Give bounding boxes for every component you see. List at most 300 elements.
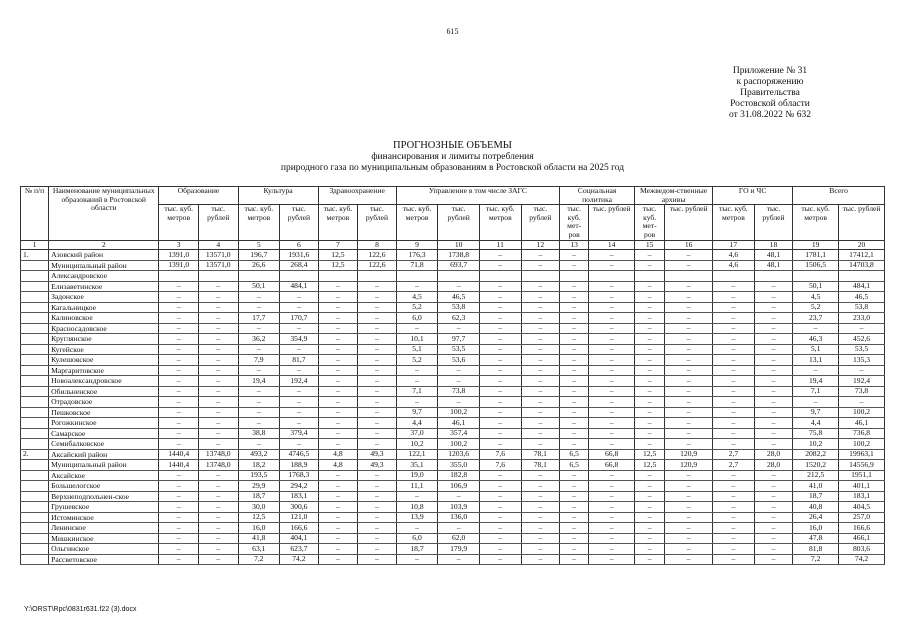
row-value: –: [665, 260, 713, 271]
row-number: [21, 502, 49, 513]
row-value: 166,6: [839, 523, 885, 534]
header-group: Культура: [238, 187, 318, 205]
row-value: –: [521, 533, 560, 544]
row-value: –: [560, 281, 589, 292]
row-value: [318, 271, 358, 282]
row-value: –: [198, 502, 238, 513]
row-value: 2082,2: [793, 449, 839, 460]
row-value: –: [665, 544, 713, 555]
row-value: –: [560, 470, 589, 481]
annex-line: к распоряжению: [736, 77, 804, 87]
row-value: –: [665, 397, 713, 408]
row-value: 693,7: [438, 260, 480, 271]
annex-line: Правительства: [740, 88, 800, 98]
row-value: –: [589, 365, 635, 376]
row-value: 5,2: [396, 355, 438, 366]
row-value: 736,8: [839, 428, 885, 439]
row-value: –: [754, 470, 793, 481]
row-value: 1203,6: [438, 449, 480, 460]
row-value: 5,2: [396, 302, 438, 313]
subheader-cell: тыс. рублей: [589, 205, 635, 240]
row-value: 1391,0: [159, 260, 199, 271]
column-number-row: [21, 240, 885, 250]
row-value: 46,1: [839, 418, 885, 429]
row-value: –: [318, 302, 358, 313]
row-value: –: [198, 355, 238, 366]
row-value: 7,9: [238, 355, 280, 366]
row-value: 46,5: [839, 292, 885, 303]
row-number: [21, 439, 49, 450]
row-value: 10,8: [396, 502, 438, 513]
row-value: 466,1: [839, 533, 885, 544]
row-value: 452,6: [839, 334, 885, 345]
row-value: 28,0: [754, 449, 793, 460]
row-value: –: [713, 397, 755, 408]
row-value: –: [198, 313, 238, 324]
row-number: [21, 355, 49, 366]
row-value: [238, 271, 280, 282]
row-value: –: [479, 260, 521, 271]
row-value: –: [560, 323, 589, 334]
row-value: 19963,1: [839, 449, 885, 460]
row-value: –: [358, 334, 397, 345]
row-value: –: [589, 260, 635, 271]
row-value: –: [754, 302, 793, 313]
row-number: [21, 554, 49, 565]
row-value: –: [635, 533, 665, 544]
row-value: –: [560, 512, 589, 523]
row-value: –: [159, 397, 199, 408]
row-value: –: [589, 481, 635, 492]
table-row: [21, 523, 885, 534]
row-number: [21, 386, 49, 397]
header-num: № п/п: [21, 187, 49, 241]
row-value: –: [438, 523, 480, 534]
column-number: 7: [318, 240, 358, 250]
row-value: 16,0: [238, 523, 280, 534]
row-value: –: [198, 365, 238, 376]
table-row: [21, 397, 885, 408]
column-number: 11: [479, 240, 521, 250]
row-value: 49,3: [358, 449, 397, 460]
row-value: [665, 271, 713, 282]
row-value: –: [280, 418, 319, 429]
row-value: –: [754, 491, 793, 502]
row-value: –: [560, 428, 589, 439]
table-row: [21, 323, 885, 334]
row-value: –: [665, 376, 713, 387]
row-value: 53,8: [438, 302, 480, 313]
subheader-cell: тыс. рублей: [358, 205, 397, 240]
row-value: –: [713, 407, 755, 418]
header-row: [21, 187, 885, 205]
row-value: –: [560, 250, 589, 261]
table-row: [21, 376, 885, 387]
title-line: природного газа по муниципальным образованиям в Ростовской области на 2025 год: [280, 163, 625, 173]
row-value: –: [635, 554, 665, 565]
row-value: [793, 271, 839, 282]
row-value: 1768,3: [280, 470, 319, 481]
row-value: –: [665, 323, 713, 334]
table-row: [21, 470, 885, 481]
row-value: –: [479, 344, 521, 355]
row-name: Мишкинское: [49, 533, 159, 544]
row-value: 1440,4: [159, 449, 199, 460]
row-value: –: [159, 512, 199, 523]
row-value: –: [318, 313, 358, 324]
row-value: –: [589, 418, 635, 429]
row-value: –: [159, 281, 199, 292]
row-value: –: [198, 334, 238, 345]
row-value: 120,9: [665, 449, 713, 460]
row-value: 47,8: [793, 533, 839, 544]
row-value: –: [318, 554, 358, 565]
row-name: Елизаветинское: [49, 281, 159, 292]
row-value: –: [635, 523, 665, 534]
row-value: –: [479, 512, 521, 523]
row-value: –: [665, 491, 713, 502]
row-value: 18,7: [396, 544, 438, 555]
row-value: –: [280, 365, 319, 376]
row-value: –: [358, 428, 397, 439]
row-value: –: [479, 281, 521, 292]
row-number: [21, 523, 49, 534]
row-value: –: [665, 470, 713, 481]
header-group: Образование: [159, 187, 238, 205]
row-value: –: [521, 323, 560, 334]
row-value: 4,5: [793, 292, 839, 303]
row-value: –: [396, 554, 438, 565]
table-row: [21, 439, 885, 450]
row-value: 100,2: [438, 439, 480, 450]
row-value: 170,7: [280, 313, 319, 324]
row-number: [21, 428, 49, 439]
row-value: –: [713, 502, 755, 513]
row-value: –: [280, 386, 319, 397]
row-value: –: [560, 313, 589, 324]
row-value: –: [438, 491, 480, 502]
row-value: –: [521, 344, 560, 355]
subheader-cell: тыс. куб. метров: [318, 205, 358, 240]
row-value: –: [280, 302, 319, 313]
row-value: –: [713, 439, 755, 450]
row-number: [21, 313, 49, 324]
row-value: 37,0: [396, 428, 438, 439]
row-value: –: [318, 428, 358, 439]
row-value: –: [358, 355, 397, 366]
row-value: 10,1: [396, 334, 438, 345]
forecast-table: [20, 186, 885, 565]
row-value: 5,1: [396, 344, 438, 355]
row-value: –: [238, 407, 280, 418]
table-row: [21, 250, 885, 261]
row-value: 14703,8: [839, 260, 885, 271]
row-value: 10,2: [396, 439, 438, 450]
row-value: –: [198, 376, 238, 387]
row-value: –: [318, 397, 358, 408]
column-number: 8: [358, 240, 397, 250]
row-value: 81,7: [280, 355, 319, 366]
row-number: [21, 397, 49, 408]
annex-line: Приложение № 31: [732, 66, 808, 76]
row-number: [21, 344, 49, 355]
row-value: –: [635, 313, 665, 324]
row-name: Красносадовское: [49, 323, 159, 334]
row-value: 1440,4: [159, 460, 199, 471]
row-number: [21, 491, 49, 502]
row-value: 5,2: [793, 302, 839, 313]
row-value: [396, 271, 438, 282]
annex-block: [680, 66, 860, 121]
row-value: –: [159, 355, 199, 366]
row-value: 66,8: [589, 449, 635, 460]
row-value: –: [238, 418, 280, 429]
row-value: 7,6: [479, 460, 521, 471]
row-number: [21, 407, 49, 418]
row-number: [21, 512, 49, 523]
row-number: [21, 533, 49, 544]
row-value: –: [521, 365, 560, 376]
row-number: [21, 260, 49, 271]
row-value: –: [358, 439, 397, 450]
row-value: 13571,0: [198, 250, 238, 261]
row-value: –: [754, 344, 793, 355]
row-value: 179,9: [438, 544, 480, 555]
row-value: 50,1: [793, 281, 839, 292]
row-value: 26,6: [238, 260, 280, 271]
row-name: Рогожкинское: [49, 418, 159, 429]
row-value: –: [560, 523, 589, 534]
column-number: 20: [839, 240, 885, 250]
row-value: 62,0: [438, 533, 480, 544]
row-value: –: [521, 418, 560, 429]
row-value: –: [754, 533, 793, 544]
row-value: 4,4: [793, 418, 839, 429]
column-number: 5: [238, 240, 280, 250]
row-value: –: [198, 292, 238, 303]
row-value: –: [635, 544, 665, 555]
row-value: –: [159, 323, 199, 334]
table-row: [21, 502, 885, 513]
row-name: Маргаритовское: [49, 365, 159, 376]
row-value: 9,7: [396, 407, 438, 418]
row-value: 5,1: [793, 344, 839, 355]
row-value: –: [713, 302, 755, 313]
row-value: –: [589, 292, 635, 303]
row-value: –: [839, 397, 885, 408]
row-value: –: [238, 439, 280, 450]
row-value: –: [198, 554, 238, 565]
row-value: –: [438, 376, 480, 387]
row-value: 74,2: [839, 554, 885, 565]
row-value: 4,4: [396, 418, 438, 429]
row-value: 97,7: [438, 334, 480, 345]
row-value: –: [713, 491, 755, 502]
row-value: 404,5: [839, 502, 885, 513]
row-value: 49,3: [358, 460, 397, 471]
row-value: –: [159, 344, 199, 355]
table-row: [21, 533, 885, 544]
row-value: 4746,5: [280, 449, 319, 460]
row-value: –: [635, 281, 665, 292]
row-value: –: [159, 313, 199, 324]
row-value: 7,2: [793, 554, 839, 565]
row-value: 17,7: [238, 313, 280, 324]
row-value: –: [589, 376, 635, 387]
row-value: –: [358, 344, 397, 355]
row-value: 9,7: [793, 407, 839, 418]
row-value: 17412,1: [839, 250, 885, 261]
table-row: [21, 292, 885, 303]
row-number: [21, 281, 49, 292]
row-value: –: [358, 365, 397, 376]
row-value: 13748,0: [198, 449, 238, 460]
row-value: –: [713, 418, 755, 429]
row-value: 36,2: [238, 334, 280, 345]
row-value: –: [589, 323, 635, 334]
row-number: 2.: [21, 449, 49, 460]
row-value: –: [159, 439, 199, 450]
row-value: 18,2: [238, 460, 280, 471]
row-value: –: [318, 502, 358, 513]
row-value: –: [589, 502, 635, 513]
row-value: [560, 271, 589, 282]
row-value: 493,2: [238, 449, 280, 460]
table-row: [21, 512, 885, 523]
row-value: –: [665, 481, 713, 492]
row-value: –: [358, 386, 397, 397]
row-value: 81,8: [793, 544, 839, 555]
row-value: –: [635, 344, 665, 355]
row-value: –: [358, 554, 397, 565]
row-value: –: [560, 481, 589, 492]
row-value: –: [479, 365, 521, 376]
row-value: 7,2: [238, 554, 280, 565]
row-value: –: [198, 386, 238, 397]
row-value: 1391,0: [159, 250, 199, 261]
row-value: –: [358, 523, 397, 534]
row-value: 66,8: [589, 460, 635, 471]
row-value: –: [589, 397, 635, 408]
row-value: –: [665, 250, 713, 261]
row-value: –: [713, 554, 755, 565]
title-line: ПРОГНОЗНЫЕ ОБЪЕМЫ: [393, 140, 512, 151]
row-value: –: [635, 481, 665, 492]
row-value: –: [560, 355, 589, 366]
row-value: –: [560, 386, 589, 397]
row-value: –: [521, 260, 560, 271]
file-path-footer: Y:\ORST\Rpc\0831r631.f22 (3).docx: [24, 606, 137, 613]
row-value: 35,1: [396, 460, 438, 471]
row-value: –: [560, 334, 589, 345]
row-value: –: [713, 544, 755, 555]
row-value: 2,7: [713, 449, 755, 460]
row-value: [635, 271, 665, 282]
row-number: [21, 418, 49, 429]
header-name: Наименование муниципальных образований в Ростовской области: [49, 187, 159, 241]
row-value: –: [479, 323, 521, 334]
row-value: –: [358, 323, 397, 334]
row-value: –: [521, 281, 560, 292]
row-value: 121,0: [280, 512, 319, 523]
row-value: –: [318, 281, 358, 292]
row-value: –: [713, 323, 755, 334]
row-name: Аксайский район: [49, 449, 159, 460]
row-value: –: [560, 439, 589, 450]
row-value: [839, 271, 885, 282]
subheader-cell: тыс. рублей: [839, 205, 885, 240]
row-name: Кагальницкое: [49, 302, 159, 313]
column-number: 16: [665, 240, 713, 250]
row-value: –: [560, 260, 589, 271]
row-value: 48,1: [754, 260, 793, 271]
row-value: 4,8: [318, 449, 358, 460]
row-value: –: [198, 407, 238, 418]
row-value: –: [238, 344, 280, 355]
row-value: –: [635, 250, 665, 261]
row-value: –: [560, 407, 589, 418]
row-value: –: [754, 544, 793, 555]
row-number: [21, 292, 49, 303]
row-value: –: [754, 292, 793, 303]
row-value: –: [238, 386, 280, 397]
row-value: –: [589, 334, 635, 345]
row-value: 212,5: [793, 470, 839, 481]
row-value: –: [589, 313, 635, 324]
row-value: –: [318, 323, 358, 334]
row-value: –: [358, 418, 397, 429]
row-value: [198, 271, 238, 282]
row-value: 100,2: [839, 407, 885, 418]
row-number: 1.: [21, 250, 49, 261]
row-value: 1520,2: [793, 460, 839, 471]
row-name: Семибалковское: [49, 439, 159, 450]
row-value: 41,0: [793, 481, 839, 492]
row-value: 192,4: [280, 376, 319, 387]
table-row: [21, 554, 885, 565]
table-row: [21, 491, 885, 502]
row-value: 53,5: [438, 344, 480, 355]
row-name: Азовский район: [49, 250, 159, 261]
row-value: –: [665, 512, 713, 523]
row-value: –: [560, 491, 589, 502]
header-group: Социальная политика: [560, 187, 635, 205]
row-value: –: [159, 386, 199, 397]
row-value: 404,1: [280, 533, 319, 544]
row-value: 29,9: [238, 481, 280, 492]
row-value: –: [589, 428, 635, 439]
row-value: –: [754, 365, 793, 376]
row-name: Александровское: [49, 271, 159, 282]
row-value: –: [280, 323, 319, 334]
row-value: 193,5: [238, 470, 280, 481]
row-number: [21, 365, 49, 376]
row-value: –: [479, 533, 521, 544]
subheader-cell: тыс. куб. метров: [159, 205, 199, 240]
row-value: –: [589, 512, 635, 523]
row-value: –: [479, 313, 521, 324]
row-name: Калиновское: [49, 313, 159, 324]
row-value: 136,0: [438, 512, 480, 523]
row-value: –: [635, 260, 665, 271]
row-value: 12,5: [635, 449, 665, 460]
row-value: [521, 271, 560, 282]
row-value: 4,6: [713, 250, 755, 261]
row-name: Задонское: [49, 292, 159, 303]
row-value: –: [159, 407, 199, 418]
row-value: 4,6: [713, 260, 755, 271]
column-number: 19: [793, 240, 839, 250]
